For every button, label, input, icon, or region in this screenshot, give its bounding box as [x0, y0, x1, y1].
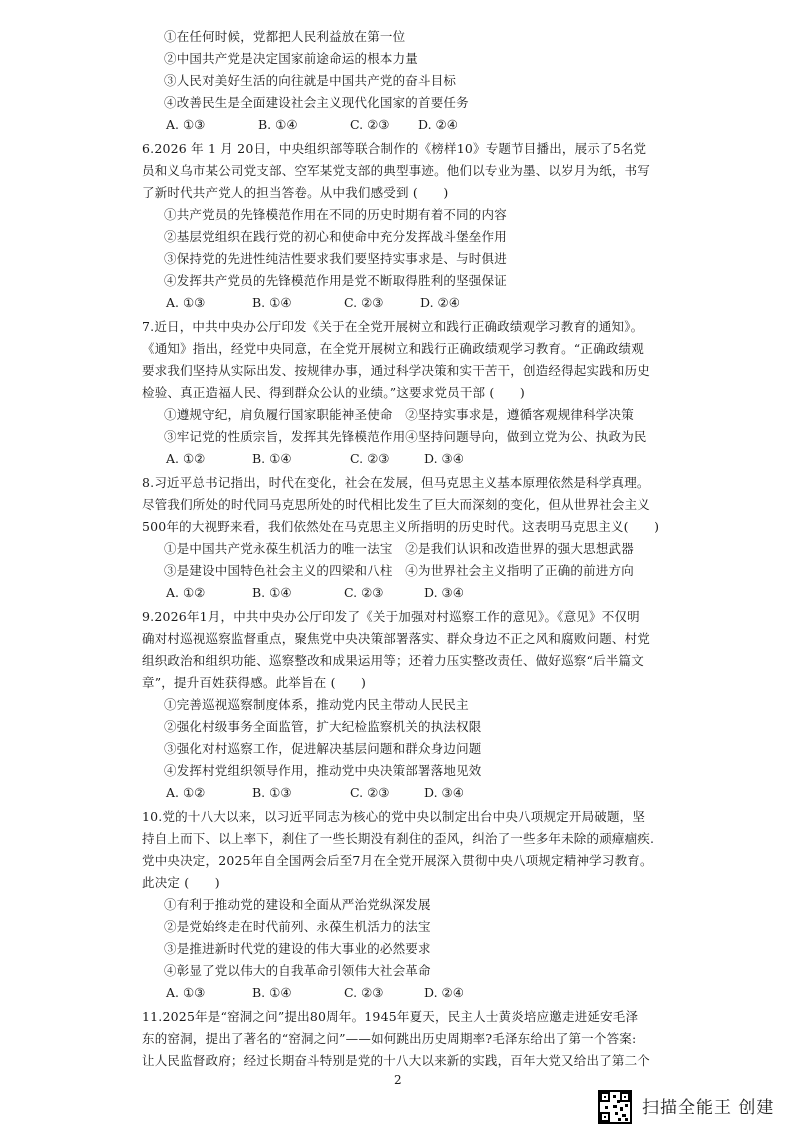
question-7-text: 《通知》指出，经党中央同意，在全党开展树立和践行正确政绩观学习教育。“正确政绩观: [142, 341, 644, 356]
answer-choice: C. ②③: [350, 117, 390, 132]
qr-code-icon: [598, 1090, 632, 1124]
option-line: ④彰显了党以伟大的自我革命引领伟大社会革命: [164, 963, 431, 978]
question-11-text: 让人民监督政府；经过长期奋斗特别是党的十八大以来新的实践，百年大党又给出了第二个: [142, 1053, 651, 1068]
answer-choice: B. ①④: [252, 985, 292, 1000]
answer-choice: A. ①③: [166, 295, 206, 310]
question-9-text: 9.2026年1月，中共中央办公厅印发了《关于加强对村巡察工作的意见》。《意见》不仅明: [142, 609, 640, 624]
question-7-text: 检验、真正造福人民、得到群众公认的业绩。”这要求党员干部 ( ): [142, 385, 525, 400]
question-9-text: 章”，提升百姓获得感。此举旨在 ( ): [142, 675, 367, 690]
question-8-text: 尽管我们所处的时代同马克思所处的时代相比发生了巨大而深刻的变化，但从世界社会主义: [142, 497, 651, 512]
option-line: ②中国共产党是决定国家前途命运的根本力量: [164, 51, 419, 66]
option-line: ③人民对美好生活的向往就是中国共产党的奋斗目标: [164, 73, 457, 88]
question-11-text: 11.2025年是“窑洞之问”提出80周年。1945年夏天，民主人士黄炎培应邀走进延安毛泽: [142, 1009, 639, 1024]
answer-choice: A. ①③: [166, 117, 206, 132]
scanner-watermark: [598, 1090, 788, 1130]
answer-choice: D. ③④: [424, 451, 464, 466]
question-9-text: 组织政治和组织功能、巡察整改和成果运用等；还着力压实整改责任、做好巡察“后半篇文: [142, 653, 644, 668]
question-10-text: 此决定 ( ): [142, 875, 220, 890]
option-line: ②基层党组织在践行党的初心和使命中充分发挥战斗堡垒作用: [164, 229, 507, 244]
answer-choice: B. ①④: [258, 117, 298, 132]
question-7-text: 7.近日，中共中央办公厅印发《关于在全党开展树立和践行正确政绩观学习教育的通知》。: [142, 319, 644, 334]
answer-choice: B. ①④: [252, 585, 292, 600]
question-7-text: 要求我们坚持从实际出发、按规律办事，通过科学决策和实干苦干，创造经得起实践和历史: [142, 363, 651, 378]
answer-choice: D. ②④: [424, 985, 464, 1000]
option-line: ④发挥共产党员的先锋模范作用是党不断取得胜利的坚强保证: [164, 273, 507, 288]
question-6-text: 员和义乌市某公司党支部、空军某党支部的典型事迹。他们以专业为墨、以岁月为纸，书写: [142, 163, 651, 178]
answer-choice: D. ③④: [424, 585, 464, 600]
answer-choice: C. ②③: [350, 451, 390, 466]
option-line: ①有利于推动党的建设和全面从严治党纵深发展: [164, 897, 431, 912]
question-8-text: 500年的大视野来看，我们依然处在马克思主义所指明的历史时代。这表明马克思主义( ): [142, 519, 660, 534]
option-line: ③是推进新时代党的建设的伟大事业的必然要求: [164, 941, 431, 956]
option-line: ③保持党的先进性纯洁性要求我们要坚持实事求是、与时俱进: [164, 251, 507, 266]
answer-choice: C. ②③: [344, 295, 384, 310]
option-line: ①共产党员的先锋模范作用在不同的历史时期有着不同的内容: [164, 207, 507, 222]
question-6-text: 6.2026 年 1 月 20日，中央组织部等联合制作的《榜样10》专题节目播出，展示了5名党: [142, 141, 647, 156]
answer-choice: D. ②④: [420, 295, 460, 310]
question-11-text: 东的窑洞，提出了著名的“窑洞之问”——如何跳出历史周期率?毛泽东给出了第一个答案:: [142, 1031, 637, 1046]
answer-choice: D. ③④: [424, 785, 464, 800]
answer-choice: C. ②③: [350, 785, 390, 800]
answer-choice: B. ①③: [252, 785, 292, 800]
answer-choice: B. ①④: [252, 295, 292, 310]
answer-choice: C. ②③: [344, 985, 384, 1000]
question-10-text: 党中央决定，2025年自全国两会后至7月在全党开展深入贯彻中央八项规定精神学习教育。: [142, 853, 653, 868]
question-8-text: 8.习近平总书记指出，时代在变化，社会在发展，但马克思主义基本原理依然是科学真理。: [142, 475, 650, 490]
answer-choice: A. ①②: [166, 585, 206, 600]
answer-choice: A. ①②: [166, 451, 206, 466]
option-line: ①遵规守纪，肩负履行国家职能神圣使命 ②坚持实事求是，遵循客观规律科学决策: [164, 407, 634, 422]
scanner-app-name: 扫描全能王 创建: [642, 1098, 775, 1118]
option-line: ①是中国共产党永葆生机活力的唯一法宝 ②是我们认识和改造世界的强大思想武器: [164, 541, 634, 556]
answer-choice: A. ①③: [166, 985, 206, 1000]
option-line: ①在任何时候，党都把人民利益放在第一位: [164, 29, 406, 44]
answer-choice: A. ①②: [166, 785, 206, 800]
answer-choice: D. ②④: [418, 117, 458, 132]
option-line: ②是党始终走在时代前列、永葆生机活力的法宝: [164, 919, 431, 934]
question-10-text: 持自上而下、以上率下，刹住了一些长期没有刹住的歪风，纠治了一些多年未除的顽瘴痼疾.: [142, 831, 655, 846]
page-number: 2: [394, 1073, 402, 1087]
option-line: ④改善民生是全面建设社会主义现代化国家的首要任务: [164, 95, 469, 110]
answer-choice: B. ①④: [252, 451, 292, 466]
option-line: ③牢记党的性质宗旨，发挥其先锋模范作用④坚持问题导向，做到立党为公、执政为民: [164, 429, 647, 444]
question-6-text: 了新时代共产党人的担当答卷。从中我们感受到 ( ): [142, 185, 449, 200]
option-line: ④发挥村党组织领导作用，推动党中央决策部署落地见效: [164, 763, 482, 778]
question-9-text: 确对村巡视巡察监督重点，聚焦党中央决策部署落实、群众身边不正之风和腐败问题、村党: [142, 631, 651, 646]
option-line: ②强化村级事务全面监管，扩大纪检监察机关的执法权限: [164, 719, 482, 734]
option-line: ①完善巡视巡察制度体系，推动党内民主带动人民民主: [164, 697, 469, 712]
question-10-text: 10.党的十八大以来，以习近平同志为核心的党中央以制定出台中央八项规定开局破题，坚: [142, 809, 646, 824]
option-line: ③是建设中国特色社会主义的四梁和八柱 ④为世界社会主义指明了正确的前进方向: [164, 563, 634, 578]
option-line: ③强化对村巡察工作，促进解决基层问题和群众身边问题: [164, 741, 482, 756]
answer-choice: C. ②③: [344, 585, 384, 600]
